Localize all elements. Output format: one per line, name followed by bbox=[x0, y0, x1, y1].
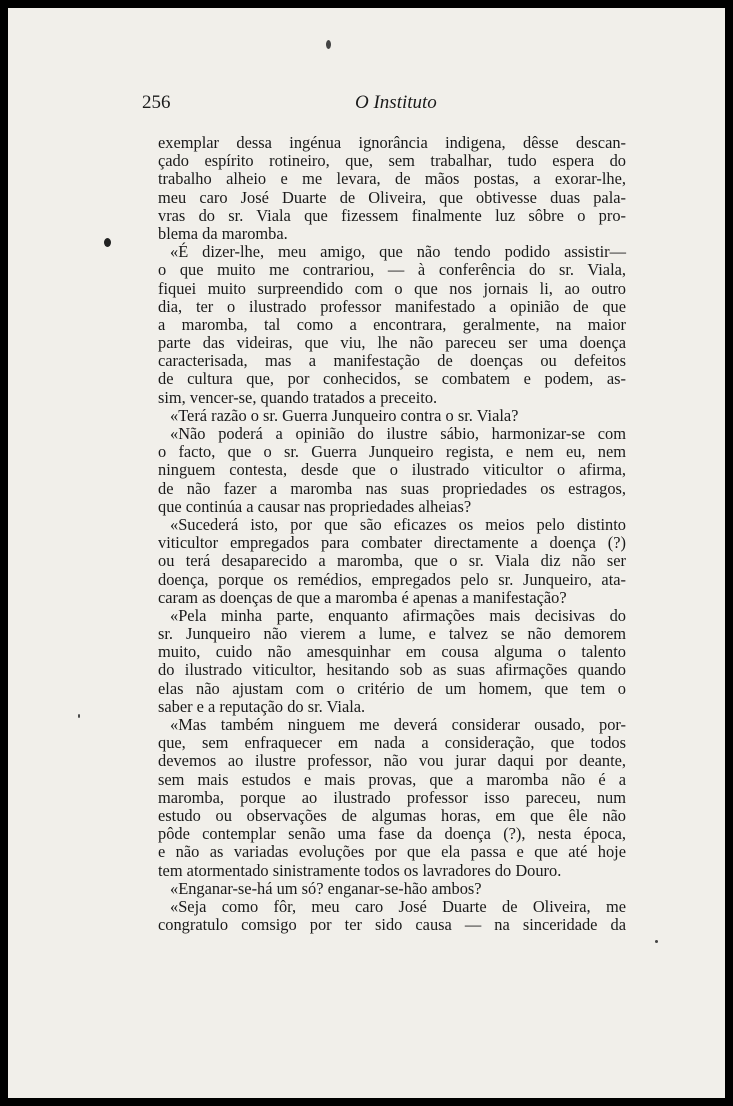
ink-speck bbox=[78, 714, 80, 718]
text-line: «Enganar-se-há um só? enganar-se-hão ambos? bbox=[170, 878, 482, 898]
text-line: que, sem enfraquecer em nada a consideração, que todos bbox=[158, 733, 626, 753]
ink-speck bbox=[326, 40, 331, 49]
text-line: «Terá razão o sr. Guerra Junqueiro contra o sr. Viala? bbox=[170, 405, 519, 425]
paragraph bbox=[158, 607, 626, 716]
paragraph bbox=[158, 716, 626, 880]
text-line: que continúa a causar nas propriedades alheias? bbox=[158, 496, 472, 516]
text-line: «Pela minha parte, enquanto afirmações mais decisivas do bbox=[170, 605, 626, 625]
text-line: meu caro José Duarte de Oliveira, que obtivesse duas pala- bbox=[158, 187, 626, 207]
text-line: pôde contemplar senão uma fase da doença (?), nesta época, bbox=[158, 824, 626, 844]
text-line: çado espírito rotineiro, que, sem trabalhar, tudo espera do bbox=[158, 151, 626, 171]
text-line: fiquei muito surpreendido com o que nos jornais li, ao outro bbox=[158, 278, 626, 298]
text-line: congratulo comsigo por ter sido causa — na sinceridade da bbox=[158, 915, 626, 935]
text-line: vras do sr. Viala que fizessem finalmente luz sôbre o pro- bbox=[158, 205, 626, 225]
paragraph bbox=[158, 516, 626, 607]
text-line: o que muito me contrariou, — à conferência do sr. Viala, bbox=[158, 260, 626, 280]
page-number: 256 bbox=[142, 92, 171, 113]
running-title: O Instituto bbox=[355, 92, 437, 113]
text-line: ninguem contesta, desde que o ilustrado viticultor o afirma, bbox=[158, 460, 626, 480]
text-line: dia, ter o ilustrado professor manifestado a opinião de que bbox=[158, 296, 626, 316]
paragraph bbox=[158, 880, 626, 898]
text-line: «Sucederá isto, por que são eficazes os meios pelo distinto bbox=[170, 514, 626, 534]
paragraph bbox=[158, 243, 626, 407]
text-line: trabalho alheio e me levara, de mãos postas, a exorar-lhe, bbox=[158, 169, 626, 189]
paragraph bbox=[158, 898, 626, 934]
ink-speck bbox=[104, 238, 111, 247]
text-line: devemos ao ilustre professor, não vou jurar daqui por deante, bbox=[158, 751, 626, 771]
ink-speck bbox=[655, 940, 658, 943]
text-line: blema da maromba. bbox=[158, 223, 288, 243]
paragraph bbox=[158, 134, 626, 243]
text-line: «É dizer-lhe, meu amigo, que não tendo podido assistir— bbox=[170, 242, 626, 262]
book-page bbox=[8, 8, 725, 1098]
text-line: «Seja como fôr, meu caro José Duarte de Oliveira, me bbox=[170, 896, 626, 916]
text-line: estudo ou observações de algumas horas, em que êle não bbox=[158, 805, 626, 825]
text-line: elas não ajustam com o critério de um homem, que tem o bbox=[158, 678, 626, 698]
text-line: sem mais estudos e mais provas, que a maromba não é a bbox=[158, 769, 626, 789]
page-header bbox=[8, 92, 725, 116]
text-line: do ilustrado viticultor, hesitando sob as suas afirmações quando bbox=[158, 660, 626, 680]
text-line: «Não poderá a opinião do ilustre sábio, harmonizar-se com bbox=[170, 424, 626, 443]
text-line: parte das videiras, que viu, lhe não pareceu ser uma doença bbox=[158, 333, 626, 353]
text-line: e não as variadas evoluções por que ela passa e que até hoje bbox=[158, 842, 626, 862]
text-line: a maromba, tal como a encontrara, geralmente, na maior bbox=[158, 314, 626, 334]
text-line: viticultor empregados para combater directamente a doença (?) bbox=[158, 533, 626, 553]
text-line: o facto, que o sr. Guerra Junqueiro regista, e nem eu, nem bbox=[158, 442, 626, 462]
text-line: de cultura que, por conhecidos, se combatem e podem, as- bbox=[158, 369, 626, 389]
text-line: saber e a reputação do sr. Viala. bbox=[158, 696, 366, 716]
body-text bbox=[158, 134, 626, 934]
text-line: maromba, porque ao ilustrado professor isso pareceu, num bbox=[158, 787, 626, 807]
text-line: caram as doenças de que a maromba é apenas a manifestação? bbox=[158, 587, 567, 607]
text-line: de não fazer a maromba nas suas propriedades os estragos, bbox=[158, 478, 626, 498]
text-line: «Mas também ninguem me deverá considerar ousado, por- bbox=[170, 715, 626, 734]
text-line: tem atormentado sinistramente todos os lavradores do Douro. bbox=[158, 860, 562, 880]
paragraph bbox=[158, 407, 626, 425]
text-line: sr. Junqueiro não vierem a lume, e talvez se não demorem bbox=[158, 624, 626, 644]
text-line: muito, cuido não amesquinhar em cousa alguma o talento bbox=[158, 642, 626, 662]
text-line: ou terá desaparecido a maromba, que o sr. Viala diz não ser bbox=[158, 551, 626, 571]
text-line: caracterisada, mas a manifestação de doenças ou defeitos bbox=[158, 351, 626, 371]
paragraph bbox=[158, 425, 626, 516]
text-line: exemplar dessa ingénua ignorância indigena, dêsse descan- bbox=[158, 133, 626, 152]
text-line: doença, porque os remédios, empregados pelo sr. Junqueiro, ata- bbox=[158, 569, 626, 589]
text-line: sim, vencer-se, quando tratados a preceito. bbox=[158, 387, 438, 407]
